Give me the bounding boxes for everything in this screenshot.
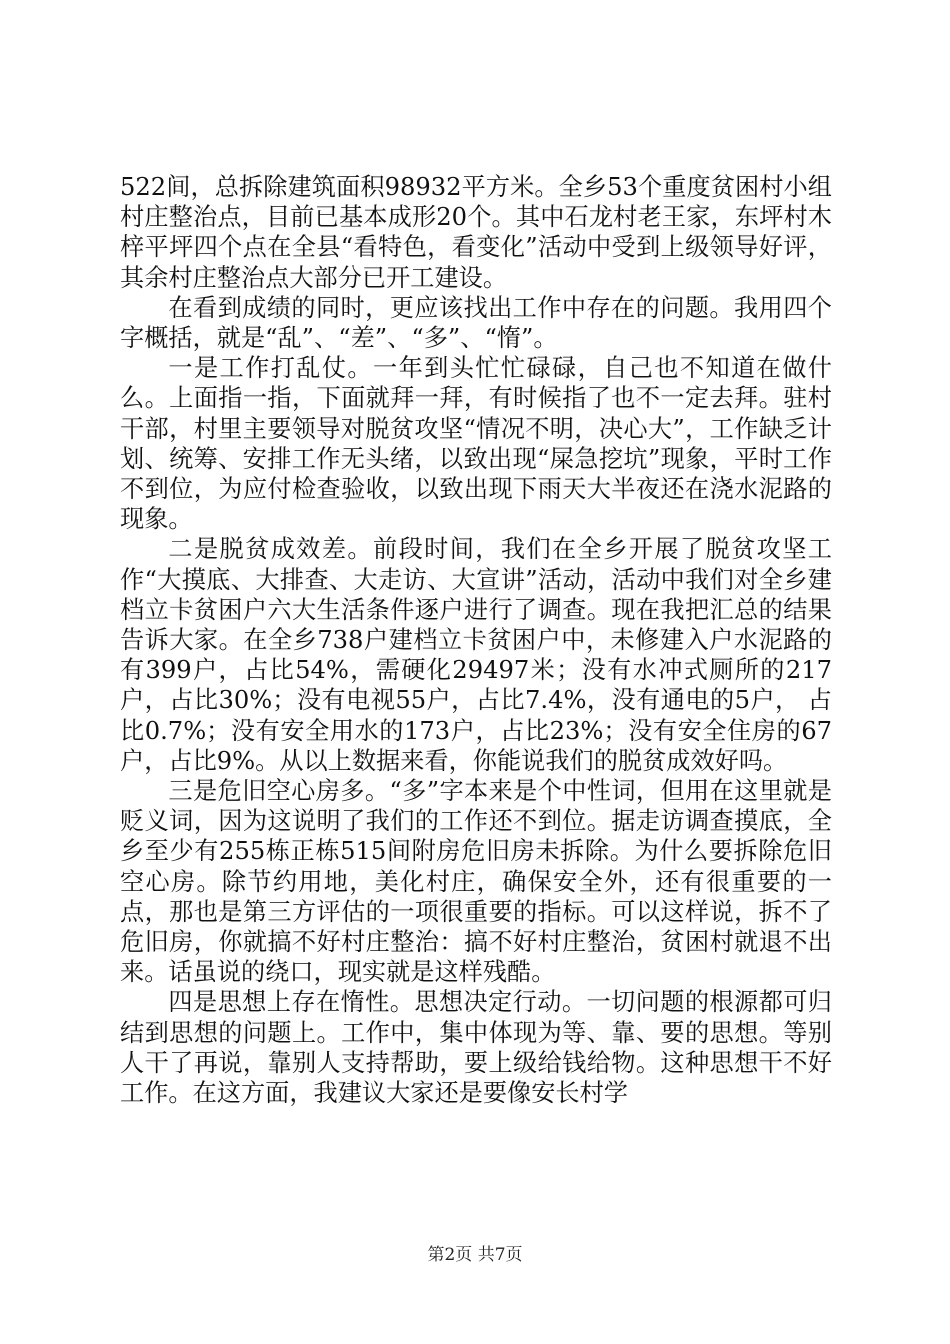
paragraph-problem-poor-results: 二是脱贫成效差。前段时间，我们在全乡开展了脱贫攻坚工作“大摸底、大排查、大走访、大宣讲”活动，活动中我们对全乡建档立卡贫困户六大生活条件逐户进行了调查。现在我把汇总的结果告诉大家。在全乡738户建档立卡贫困户中，未修建入户水泥路的有399户，占比54%，需硬化29497米；没有水冲式厕所的217户，占比30%；没有电视55户，占比7.4%，没有通电的5户， 占比0.7%；没有安全用水的173户，占比23%；没有安全住房的67户，占比9%。从以上数据来看，你能说我们的脱贫成效好吗。	[120, 535, 832, 775]
paragraph-problem-old-houses: 三是危旧空心房多。“多”字本来是个中性词，但用在这里就是贬义词，因为这说明了我们的工作还不到位。据走访调查摸底，全乡至少有255栋正栋515间附房危旧房未拆除。为什么要拆除危旧空心房。除节约用地，美化村庄，确保安全外，还有很重要的一点，那也是第三方评估的一项很重要的指标。可以这样说，拆不了危旧房，你就搞不好村庄整治：搞不好村庄整治，贫困村就退不出来。话虽说的绕口，现实就是这样残酷。	[120, 777, 832, 987]
page-footer: 第2页 共7页	[427, 1245, 523, 1265]
document-body	[120, 172, 832, 1108]
paragraph-problem-disorder: 一是工作打乱仗。一年到头忙忙碌碌，自己也不知道在做什么。上面指一指，下面就拜一拜，有时候指了也不一定去拜。驻村干部，村里主要领导对脱贫攻坚“情况不明，决心大”，工作缺乏计划、统筹、安排工作无头绪，以致出现“屎急挖坑”现象，平时工作不到位，为应付检查验收，以致出现下雨天大半夜还在浇水泥路的现象。	[120, 354, 832, 534]
paragraph-problems-summary: 在看到成绩的同时，更应该找出工作中存在的问题。我用四个字概括，就是“乱”、“差”、“多”、“惰”。	[120, 293, 832, 353]
paragraph-intro-stats: 522间，总拆除建筑面积98932平方米。全乡53个重度贫困村小组村庄整治点，目前已基本成形20个。其中石龙村老王家，东坪村木梓平坪四个点在全县“看特色，看变化”活动中受到上级领导好评，其余村庄整治点大部分已开工建设。	[120, 173, 832, 292]
paragraph-problem-inertia: 四是思想上存在惰性。思想决定行动。一切问题的根源都可归结到思想的问题上。工作中，集中体现为等、靠、要的思想。等别人干了再说，靠别人支持帮助，要上级给钱给物。这种思想干不好工作。在这方面，我建议大家还是要像安长村学	[120, 988, 832, 1108]
